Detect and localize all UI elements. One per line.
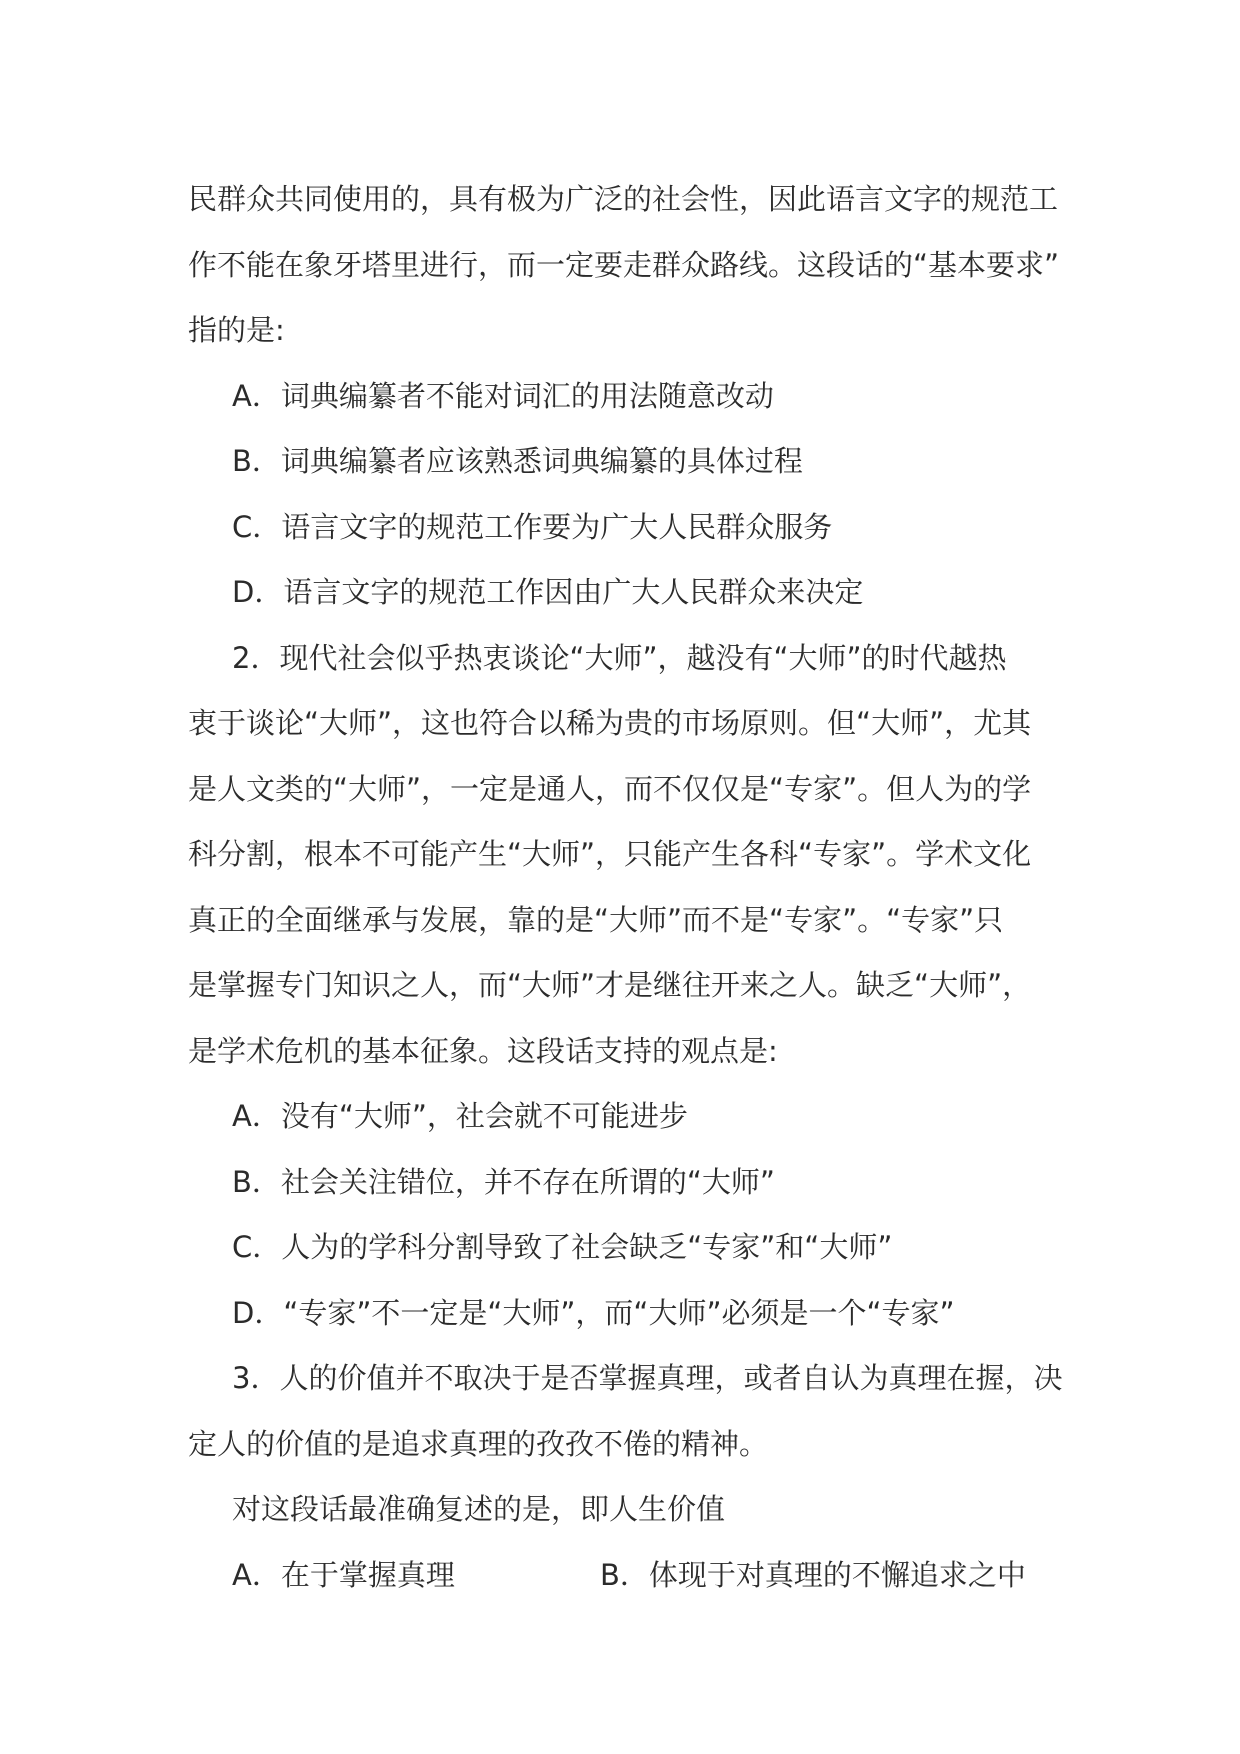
question-3-prompt: 对这段话最准确复述的是，即人生价值 — [232, 1492, 726, 1526]
question-2-option-a: A．没有“大师”，社会就不可能进步 — [232, 1099, 688, 1133]
question-3-option-b: B．体现于对真理的不懈追求之中 — [600, 1557, 1026, 1592]
question-3-line: 定人的价值的是追求真理的孜孜不倦的精神。 — [188, 1426, 769, 1461]
question-1-option-a: A．词典编纂者不能对词汇的用法随意改动 — [232, 378, 774, 413]
question-1-option-b: B．词典编纂者应该熟悉词典编纂的具体过程 — [232, 444, 803, 478]
question-3 — [188, 1346, 1068, 1608]
question-1-option-c: C．语言文字的规范工作要为广大人民群众服务 — [232, 509, 833, 544]
question-1-line: 民群众共同使用的，具有极为广泛的社会性，因此语言文字的规范工 — [188, 182, 1059, 216]
document-body — [188, 167, 1068, 1608]
question-2 — [188, 626, 1068, 1347]
question-2-line: 2．现代社会似乎热衷谈论“大师”，越没有“大师”的时代越热 — [232, 640, 1007, 675]
question-2-option-d: D．“专家”不一定是“大师”，而“大师”必须是一个“专家” — [232, 1295, 955, 1330]
question-1 — [188, 167, 1068, 626]
question-2-line: 是学术危机的基本征象。这段话支持的观点是: — [188, 1033, 778, 1068]
question-2-option-b: B．社会关注错位，并不存在所谓的“大师” — [232, 1164, 775, 1199]
question-2-option-c: C．人为的学科分割导致了社会缺乏“专家”和“大师” — [232, 1230, 893, 1264]
question-2-line: 真正的全面继承与发展，靠的是“大师”而不是“专家”。“专家”只 — [188, 902, 1004, 937]
question-1-line: 作不能在象牙塔里进行，而一定要走群众路线。这段话的“基本要求” — [188, 247, 1060, 282]
question-2-line: 是人文类的“大师”，一定是通人，而不仅仅是“专家”。但人为的学 — [188, 771, 1032, 806]
question-2-line: 衷于谈论“大师”，这也符合以稀为贵的市场原则。但“大师”，尤其 — [188, 706, 1032, 740]
question-3-option-a: A．在于掌握真理 — [232, 1557, 455, 1592]
question-1-line: 指的是: — [188, 313, 285, 347]
question-3-line: 3．人的价值并不取决于是否掌握真理，或者自认为真理在握，决 — [232, 1361, 1063, 1395]
question-1-option-d: D．语言文字的规范工作因由广大人民群众来决定 — [232, 575, 864, 609]
question-2-line: 科分割，根本不可能产生“大师”，只能产生各科“专家”。学术文化 — [188, 837, 1032, 871]
question-2-line: 是掌握专门知识之人，而“大师”才是继往开来之人。缺乏“大师”， — [188, 968, 1032, 1002]
question-3-options-row — [188, 1543, 1068, 1609]
